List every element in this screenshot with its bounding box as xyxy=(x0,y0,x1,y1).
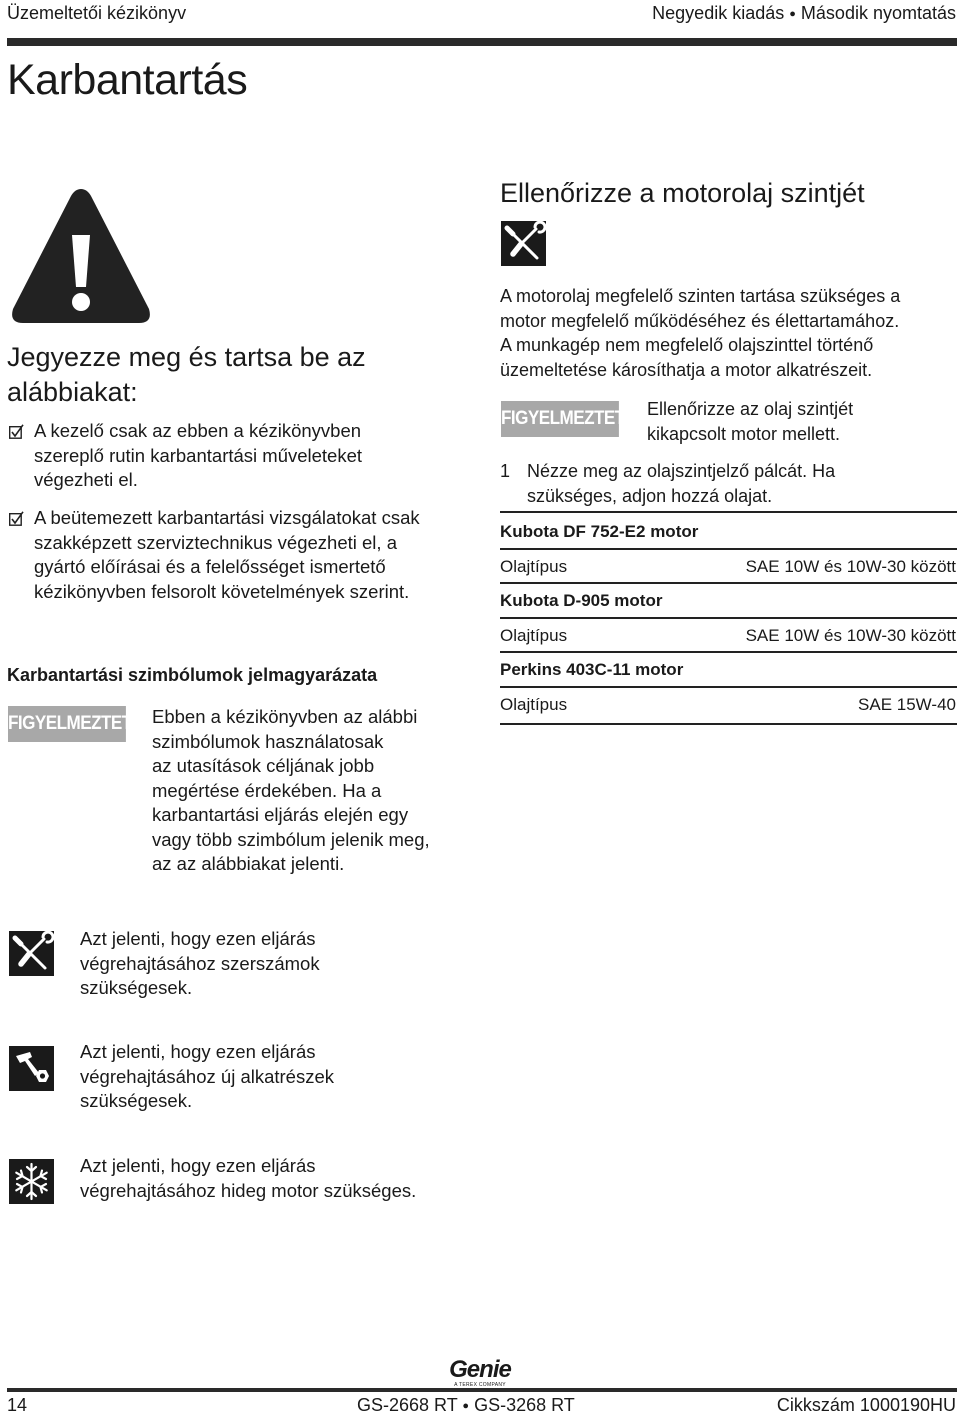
symbol-line: Azt jelenti, hogy ezen eljárás xyxy=(80,1041,316,1062)
table-rule xyxy=(500,686,957,688)
part-number: Cikkszám 1000190HU xyxy=(776,1395,956,1415)
model-name: GS-3268 RT xyxy=(474,1395,575,1415)
table-rule xyxy=(500,723,957,725)
step-line: Nézze meg az olajszintjelző pálcát. Ha xyxy=(527,461,836,481)
snowflake-icon xyxy=(9,1159,54,1204)
table-rule xyxy=(500,651,957,653)
oil-type-value: SAE 10W és 10W-30 között xyxy=(745,557,956,576)
warning-line: megértése érdekében. Ha a xyxy=(152,779,382,801)
logo-wordmark: Genie xyxy=(449,1356,511,1383)
note-heading-line: alábbiakat: xyxy=(7,377,138,407)
page-title: Karbantartás xyxy=(7,56,248,104)
intro-line: motor megfelelő működéséhez és élettartamához. xyxy=(500,310,900,331)
engine-name: Kubota DF 752-E2 motor xyxy=(500,522,699,541)
symbol-description xyxy=(80,1040,334,1114)
header-rule xyxy=(7,38,957,46)
legend-heading: Karbantartási szimbólumok jelmagyarázata xyxy=(7,665,378,685)
engine-name: Perkins 403C-11 motor xyxy=(500,660,684,679)
symbol-description xyxy=(80,927,320,1001)
symbol-line: végrehajtásához új alkatrészek xyxy=(80,1065,335,1087)
oil-type-value: SAE 15W-40 xyxy=(858,695,956,714)
footer-models xyxy=(357,1395,575,1416)
checklist-line: kézikönyvben felsorolt követelmények szerint. xyxy=(34,580,410,602)
genie-logo xyxy=(440,1358,520,1388)
oil-type-value: SAE 10W és 10W-30 között xyxy=(745,626,956,645)
page-number: 14 xyxy=(7,1395,28,1415)
checklist-line: gyártó előírásai és a felelősséget ismertető xyxy=(34,556,386,577)
warning-text xyxy=(647,397,853,446)
warning-line: az az alábbiakat jelenti. xyxy=(152,853,345,874)
warning-triangle-icon xyxy=(8,183,154,329)
warning-line: az utasítások céljának jobb xyxy=(152,755,375,776)
checklist-item xyxy=(34,506,420,604)
oil-type-label: Olajtípus xyxy=(500,626,568,645)
tools-icon xyxy=(9,931,54,976)
note-heading-line: Jegyezze meg és tartsa be az xyxy=(7,342,366,372)
new-parts-icon xyxy=(9,1046,54,1091)
tools-icon xyxy=(501,221,546,266)
note-heading xyxy=(7,340,366,410)
symbol-line: végrehajtásához szerszámok xyxy=(80,952,320,974)
intro-paragraph xyxy=(500,284,900,382)
table-rule xyxy=(500,511,957,513)
symbol-description xyxy=(80,1154,416,1203)
header-edition xyxy=(652,3,956,24)
symbol-line: Azt jelenti, hogy ezen eljárás xyxy=(80,928,316,949)
oil-type-label: Olajtípus xyxy=(500,695,568,714)
checklist-line: A beütemezett karbantartási vizsgálatokat csak xyxy=(34,507,420,528)
symbol-line: végrehajtásához hideg motor szükséges. xyxy=(80,1179,417,1201)
warning-line: Ellenőrizze az olaj szintjét xyxy=(647,399,854,419)
bullet-separator: ● xyxy=(462,1400,470,1412)
step-number: 1 xyxy=(500,461,511,481)
symbol-line: szükségesek. xyxy=(80,1090,193,1111)
footer-rule xyxy=(7,1388,957,1392)
table-rule xyxy=(500,582,957,584)
step-text xyxy=(527,459,835,508)
bullet-separator: ● xyxy=(789,8,796,20)
engine-name: Kubota D-905 motor xyxy=(500,591,663,610)
checklist-line: szakképzett szerviztechnikus végezheti el, a xyxy=(34,531,397,553)
warning-text xyxy=(152,705,430,877)
header-edition-text: Negyedik kiadás xyxy=(652,3,785,23)
symbol-line: szükségesek. xyxy=(80,977,193,998)
warning-line: Ebben a kézikönyvben az alábbi xyxy=(152,706,418,727)
model-name: GS-2668 RT xyxy=(357,1395,458,1415)
checkbox-checked-icon xyxy=(9,424,24,439)
checklist-line: végezheti el. xyxy=(34,469,138,490)
header-printing-text: Második nyomtatás xyxy=(800,3,956,23)
intro-line: A munkagép nem megfelelő olajszinttel történő xyxy=(500,335,874,355)
warning-badge: FIGYELMEZTETÉS xyxy=(8,706,126,742)
table-rule xyxy=(500,548,957,550)
intro-line: A motorolaj megfelelő szinten tartása szükséges a xyxy=(500,286,901,306)
warning-badge: FIGYELMEZTETÉS xyxy=(501,401,619,437)
checklist-item xyxy=(34,419,362,493)
intro-line: üzemeltetése károsíthatja a motor alkatrészeit. xyxy=(500,359,873,380)
warning-line: karbantartási eljárás elején egy xyxy=(152,804,409,825)
logo-tagline: A TEREX COMPANY xyxy=(454,1382,506,1388)
warning-line: szimbólumok használatosak xyxy=(152,730,384,752)
step-line: szükséges, adjon hozzá olajat. xyxy=(527,485,773,506)
checklist-line: szereplő rutin karbantartási műveleteket xyxy=(34,444,363,466)
checklist-line: A kezelő csak az ebben a kézikönyvben xyxy=(34,420,362,441)
oil-type-label: Olajtípus xyxy=(500,557,568,576)
header-manual-title: Üzemeltetői kézikönyv xyxy=(7,3,187,23)
table-rule xyxy=(500,617,957,619)
checkbox-checked-icon xyxy=(9,511,24,526)
warning-line: vagy több szimbólum jelenik meg, xyxy=(152,828,430,850)
section-heading: Ellenőrizze a motorolaj szintjét xyxy=(500,178,865,208)
symbol-line: Azt jelenti, hogy ezen eljárás xyxy=(80,1155,316,1176)
warning-line: kikapcsolt motor mellett. xyxy=(647,423,841,444)
